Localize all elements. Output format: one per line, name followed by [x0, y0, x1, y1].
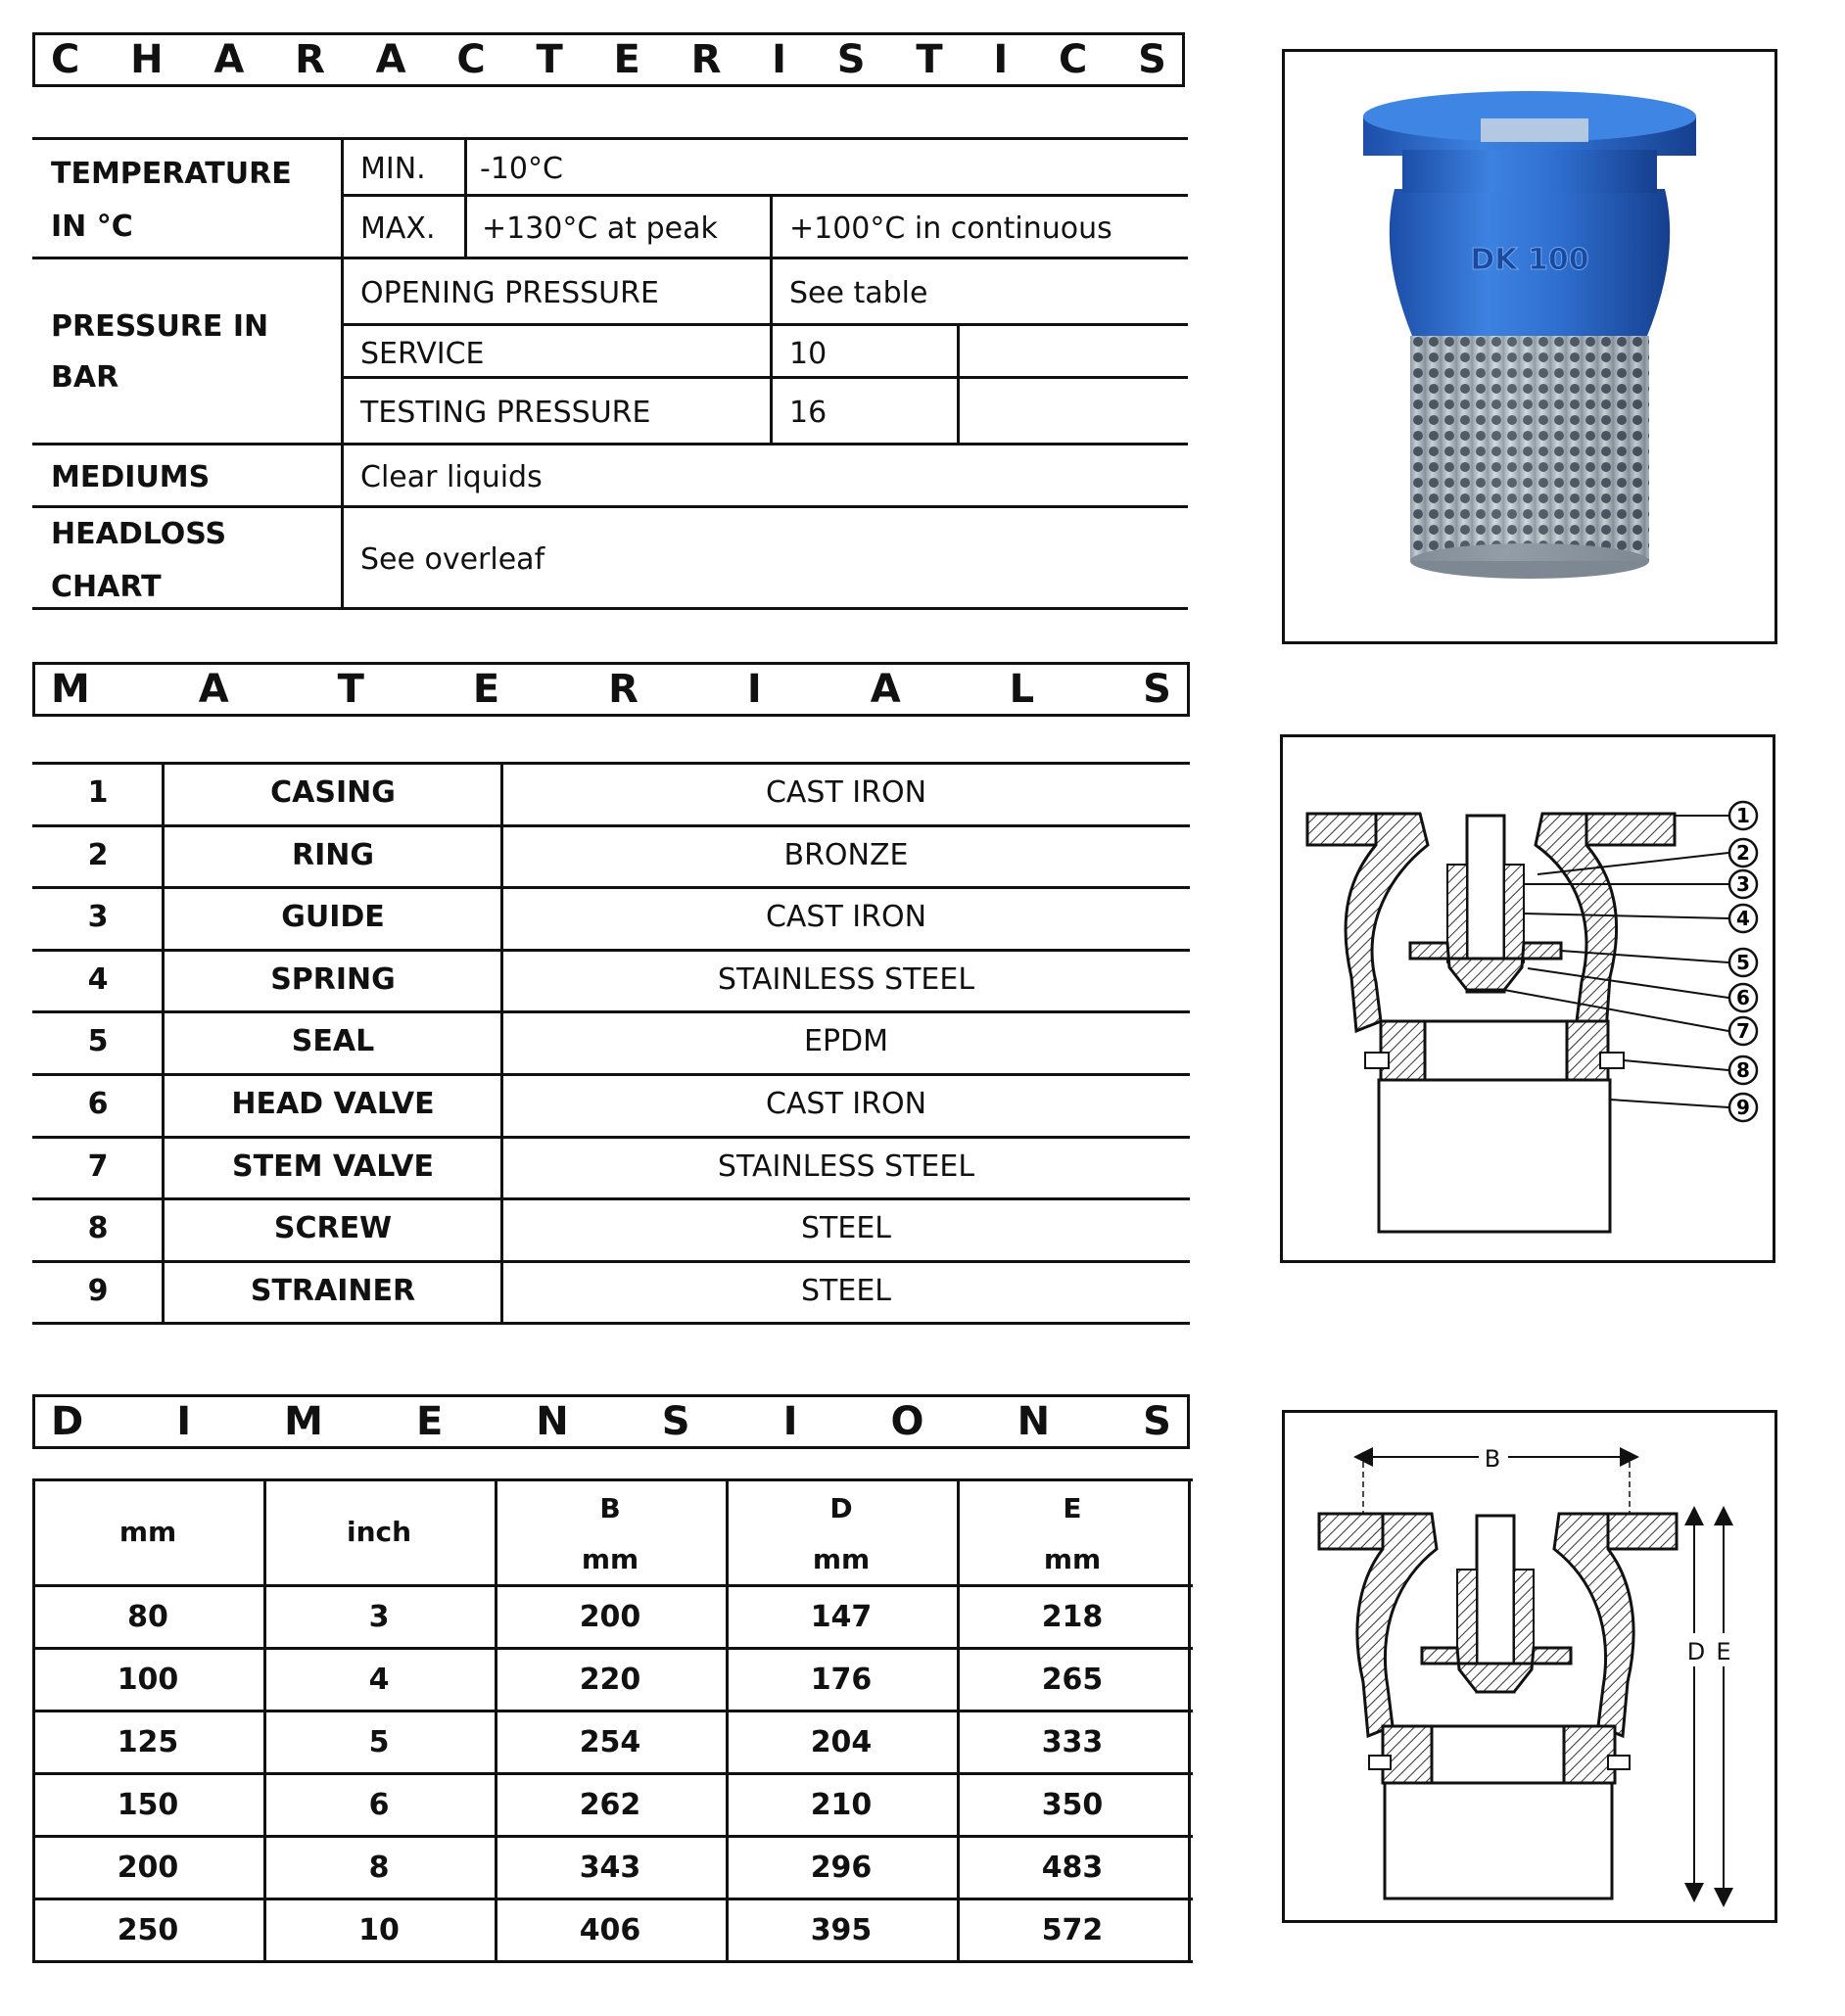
- dimension-d-label: D: [1686, 1638, 1706, 1665]
- dimension-cell: 150: [117, 1788, 179, 1822]
- dimension-cell: 406: [579, 1913, 641, 1947]
- product-photo-frame: [1282, 49, 1777, 644]
- material-number: 5: [87, 1024, 109, 1058]
- min-label: MIN.: [360, 152, 426, 186]
- material-value: CAST IRON: [765, 775, 927, 810]
- material-value: STEEL: [801, 1274, 891, 1308]
- material-part: HEAD VALVE: [231, 1087, 435, 1121]
- dimension-cell: 350: [1041, 1788, 1104, 1822]
- temperature-label: TEMPERATURE: [51, 157, 292, 191]
- dimensions-header-letter: E: [415, 1399, 444, 1444]
- materials-header-letter: A: [198, 667, 229, 712]
- dimension-cell: 333: [1041, 1725, 1104, 1759]
- max-label: MAX.: [360, 211, 436, 246]
- characteristics-header-letter: C: [51, 37, 80, 82]
- dimension-cell: 5: [368, 1725, 390, 1759]
- dimensions-header-letter: S: [661, 1399, 690, 1444]
- callout-number: 5: [1736, 951, 1750, 974]
- characteristics-header-letter: A: [213, 37, 245, 82]
- dimension-cell: 483: [1041, 1851, 1104, 1885]
- materials-header-letter: A: [870, 667, 901, 712]
- dimension-cell: 250: [117, 1913, 179, 1947]
- material-number: 4: [87, 962, 109, 997]
- dimension-cell: 4: [368, 1663, 390, 1697]
- dimension-cell: 296: [810, 1851, 873, 1885]
- exploded-diagram-frame: [1280, 734, 1775, 1263]
- dimension-column-letter: B: [599, 1492, 621, 1524]
- dimension-e-label: E: [1716, 1638, 1731, 1665]
- mediums-label: MEDIUMS: [51, 460, 211, 494]
- material-value: STAINLESS STEEL: [717, 962, 975, 997]
- characteristics-header-letter: S: [1138, 37, 1166, 82]
- dimension-cell: 125: [117, 1725, 179, 1759]
- mediums-value: Clear liquids: [360, 460, 543, 494]
- dimension-cell: 3: [368, 1600, 390, 1634]
- material-number: 6: [87, 1087, 109, 1121]
- characteristics-header: [32, 32, 1185, 87]
- materials-header-letter: M: [51, 667, 90, 712]
- dimensions-header-letter: N: [536, 1399, 569, 1444]
- characteristics-header-letter: T: [916, 37, 943, 82]
- material-value: STEEL: [801, 1211, 891, 1245]
- headloss-label: HEADLOSS: [51, 517, 227, 551]
- characteristics-header-letter: T: [536, 37, 563, 82]
- materials-header: [32, 662, 1190, 717]
- dimensions-header-letter: N: [1017, 1399, 1051, 1444]
- dimension-column-letter: D: [829, 1492, 853, 1524]
- dimension-section-diagram: [1285, 1413, 1774, 1920]
- headloss-value: See overleaf: [360, 542, 545, 577]
- materials-table: [32, 762, 1190, 1322]
- dimension-column-unit: inch: [346, 1516, 412, 1548]
- dimension-cell: 262: [579, 1788, 641, 1822]
- material-number: 2: [87, 838, 109, 872]
- dimensions-header-letter: D: [51, 1399, 84, 1444]
- dimension-cell: 343: [579, 1851, 641, 1885]
- headloss-chart-label: CHART: [51, 570, 162, 604]
- dimension-cell: 395: [810, 1913, 873, 1947]
- materials-header-letter: S: [1143, 667, 1171, 712]
- dimension-cell: 204: [810, 1725, 873, 1759]
- dimension-cell: 254: [579, 1725, 641, 1759]
- dimension-b-label: B: [1484, 1445, 1501, 1473]
- materials-header-letter: L: [1009, 667, 1035, 712]
- service-value: 10: [789, 337, 828, 371]
- callout-number: 2: [1736, 841, 1750, 865]
- pressure-label: PRESSURE IN: [51, 309, 269, 344]
- casting-mark-text: DK 100: [1470, 243, 1589, 277]
- characteristics-header-letter: H: [130, 37, 164, 82]
- material-value: STAINLESS STEEL: [717, 1149, 975, 1184]
- dimension-column-letter: E: [1063, 1492, 1082, 1524]
- characteristics-header-letter: A: [375, 37, 406, 82]
- callout-number: 9: [1736, 1096, 1750, 1119]
- callout-number: 1: [1736, 804, 1750, 827]
- material-number: 9: [87, 1274, 109, 1308]
- characteristics-header-letter: I: [993, 37, 1009, 82]
- material-part: SPRING: [270, 962, 396, 997]
- material-value: EPDM: [803, 1024, 889, 1058]
- dimension-cell: 572: [1041, 1913, 1104, 1947]
- materials-header-letter: T: [337, 667, 364, 712]
- dimension-cell: 10: [358, 1913, 400, 1947]
- characteristics-header-letter: R: [690, 37, 722, 82]
- material-part: CASING: [270, 775, 396, 810]
- temperature-unit-label: IN °C: [51, 210, 133, 244]
- testing-pressure-value: 16: [789, 396, 828, 430]
- dimension-cell: 200: [117, 1851, 179, 1885]
- callout-number: 4: [1736, 907, 1750, 930]
- dimension-cell: 220: [579, 1663, 641, 1697]
- dimension-cell: 176: [810, 1663, 873, 1697]
- callout-number: 3: [1736, 872, 1750, 896]
- callout-number: 6: [1736, 986, 1750, 1009]
- min-value: -10°C: [480, 152, 563, 186]
- materials-header-letter: E: [472, 667, 500, 712]
- dimension-cell: 265: [1041, 1663, 1104, 1697]
- dimensions-header-letter: M: [284, 1399, 323, 1444]
- characteristics-header-letter: S: [836, 37, 866, 82]
- material-part: STRAINER: [250, 1274, 416, 1308]
- dimension-cell: 147: [810, 1600, 873, 1634]
- material-number: 7: [87, 1149, 109, 1184]
- callout-number: 7: [1736, 1019, 1750, 1043]
- material-part: RING: [292, 838, 374, 872]
- service-label: SERVICE: [360, 337, 485, 371]
- material-part: STEM VALVE: [232, 1149, 434, 1184]
- max-peak-value: +130°C at peak: [482, 211, 718, 246]
- material-number: 3: [87, 900, 109, 934]
- dimensions-table: [32, 1478, 1193, 1960]
- max-continuous-value: +100°C in continuous: [789, 211, 1112, 246]
- dimension-cell: 200: [579, 1600, 641, 1634]
- material-value: BRONZE: [783, 838, 909, 872]
- dimension-column-unit: mm: [581, 1543, 639, 1575]
- dimension-column-unit: mm: [812, 1543, 871, 1575]
- material-part: SEAL: [291, 1024, 375, 1058]
- dimension-cell: 100: [117, 1663, 179, 1697]
- exploded-section-diagram: [1283, 737, 1773, 1260]
- material-number: 1: [87, 775, 109, 810]
- materials-header-letter: R: [608, 667, 639, 712]
- foot-valve-photo: [1285, 52, 1774, 641]
- dimensions-header-letter: I: [176, 1399, 192, 1444]
- dimensions-header-letter: I: [782, 1399, 798, 1444]
- characteristics-header-letter: C: [456, 37, 486, 82]
- characteristics-header-letter: C: [1059, 37, 1088, 82]
- characteristics-header-letter: E: [613, 37, 640, 82]
- characteristics-header-letter: R: [295, 37, 325, 82]
- dimension-cell: 218: [1041, 1600, 1104, 1634]
- callout-number: 8: [1736, 1058, 1750, 1082]
- dimensions-header-letter: S: [1143, 1399, 1171, 1444]
- dimensions-header: [32, 1394, 1190, 1449]
- material-part: SCREW: [273, 1211, 393, 1245]
- material-number: 8: [87, 1211, 109, 1245]
- testing-pressure-label: TESTING PRESSURE: [360, 396, 651, 430]
- dimension-column-unit: mm: [1043, 1543, 1102, 1575]
- dimension-cell: 6: [368, 1788, 390, 1822]
- dimension-cell: 8: [368, 1851, 390, 1885]
- material-value: CAST IRON: [765, 1087, 927, 1121]
- opening-pressure-value: See table: [789, 276, 928, 310]
- material-value: CAST IRON: [765, 900, 927, 934]
- opening-pressure-label: OPENING PRESSURE: [360, 276, 659, 310]
- dimension-cell: 80: [127, 1600, 168, 1634]
- characteristics-header-letter: I: [772, 37, 787, 82]
- dimensions-header-letter: O: [890, 1399, 924, 1444]
- dimension-diagram-frame: [1282, 1410, 1777, 1923]
- pressure-unit-label: BAR: [51, 360, 119, 395]
- dimension-column-unit: mm: [118, 1516, 177, 1548]
- materials-header-letter: I: [746, 667, 762, 712]
- material-part: GUIDE: [281, 900, 385, 934]
- dimension-cell: 210: [810, 1788, 873, 1822]
